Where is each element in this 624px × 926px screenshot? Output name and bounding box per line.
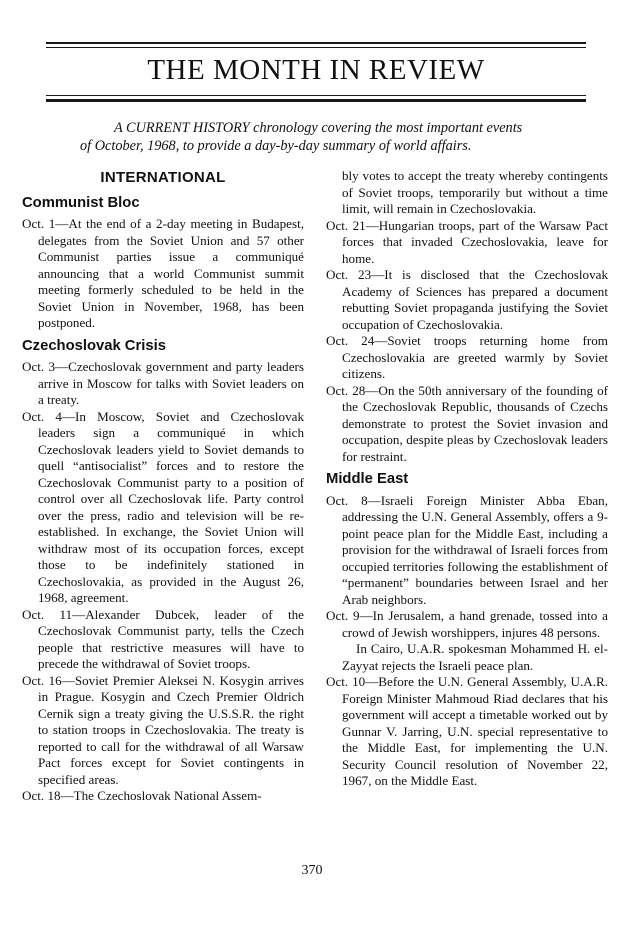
chronology-entry: Oct. 10—Before the U.N. General Assembly, U.A.R. Foreign Minister Mahmoud Riad declares that his government will accept a timetable worked out by Gunnar V. Jarring, U.N. special representative to the Middle East, for implementing the U.N. Security Council resolution of November 22, 1967, on the Middle East.	[326, 674, 608, 788]
chronology-entry: Oct. 4—In Moscow, Soviet and Czechoslovak leaders sign a communiqué in which Czechoslovak leaders yield to Soviet demands to quell “antisocialist” forces and to restore the Czechoslovak Communist party to a position of control over all Czechoslovak life. Party control over the press, radio and television will be re-established. In exchange, the Soviet Union will withdraw most of its occupation forces, except those to be indefinitely stationed in Czechoslovakia, as provided in the August 26, 1968, agreement.	[22, 408, 304, 605]
chronology-entry: Oct. 28—On the 50th anniversary of the founding of the Czechoslovak Republic, thousands of Czechs demonstrate to protest the Soviet invasion and occupation, despite pleas by Czechoslovak leaders for restraint.	[326, 382, 608, 464]
section-heading-middle-east: Middle East	[326, 471, 409, 487]
page-number: 370	[301, 863, 323, 878]
chronology-entry: Oct. 24—Soviet troops returning home from Czechoslovakia are greeted warmly by Soviet citizens.	[326, 333, 608, 381]
page-title: THE MONTH IN REVIEW	[147, 54, 485, 86]
title-rule	[46, 99, 586, 102]
subtitle-line-1: A CURRENT HISTORY chronology covering the most important events	[114, 120, 523, 136]
chronology-entry: Oct. 16—Soviet Premier Aleksei N. Kosygin arrives in Prague. Kosygin and Czech Premier Oldrich Cernik sign a treaty giving the U.S.S.R. the right to station troops in Czechoslovakia. The treaty is reported to call for the withdrawal of all Warsaw Pact forces except for Soviet contingents in specified areas.	[22, 672, 304, 787]
left-column	[22, 168, 304, 805]
chronology-entry: Oct. 23—It is disclosed that the Czechoslovak Academy of Sciences has prepared a document rebutting Soviet propaganda justifying the Soviet occupation of Czechoslovakia.	[326, 267, 608, 332]
chronology-entry: Oct. 3—Czechoslovak government and party leaders arrive in Moscow for talks with Soviet leaders on a treaty.	[22, 359, 304, 407]
chronology-entry: Oct. 11—Alexander Dubcek, leader of the Czechoslovak Communist party, tells the Czech people that restrictive measures will have to precede the withdrawal of Soviet troops.	[22, 606, 304, 671]
top-rule-thin	[46, 47, 586, 48]
title-rule-thin	[46, 95, 586, 96]
chronology-paragraph: In Cairo, U.A.R. spokesman Mohammed H. el-Zayyat rejects the Israeli peace plan.	[342, 641, 608, 673]
section-heading-czechoslovak-crisis: Czechoslovak Crisis	[22, 337, 166, 354]
right-column	[326, 168, 608, 790]
subtitle	[80, 119, 560, 155]
chronology-entry: Oct. 1—At the end of a 2-day meeting in Budapest, delegates from the Soviet Union and 57 other Communist parties issue a communiqué announcing that a world Communist summit meeting formerly scheduled to be held in the Soviet Union in November, 1968, has been postponed.	[22, 216, 304, 330]
chronology-entry: Oct. 8—Israeli Foreign Minister Abba Eban, addressing the U.N. General Assembly, offers a 9-point peace plan for the Middle East, including a provision for the withdrawal of Israeli forces from occupied territories following the establishment of “permanent” boundaries between Israel and her Arab neighbors.	[326, 492, 608, 607]
subtitle-line-2: of October, 1968, to provide a day-by-day summary of world affairs.	[80, 138, 472, 154]
chronology-entry: Oct. 21—Hungarian troops, part of the Warsaw Pact forces that invaded Czechoslovakia, leave for home.	[326, 217, 608, 266]
chronology-entry: Oct. 18—The Czechoslovak National Assem-	[22, 788, 262, 803]
section-heading-communist-bloc: Communist Bloc	[22, 194, 140, 211]
international-heading: INTERNATIONAL	[100, 169, 226, 186]
chronology-entry: Oct. 9—In Jerusalem, a hand grenade, tossed into a crowd of Jewish worshippers, injures 48 persons.	[326, 608, 608, 640]
chronology-continuation: bly votes to accept the treaty whereby contingents of Soviet troops, temporarily but without a time limit, will remain in Czechoslovakia.	[342, 168, 608, 216]
top-rule	[46, 42, 586, 44]
